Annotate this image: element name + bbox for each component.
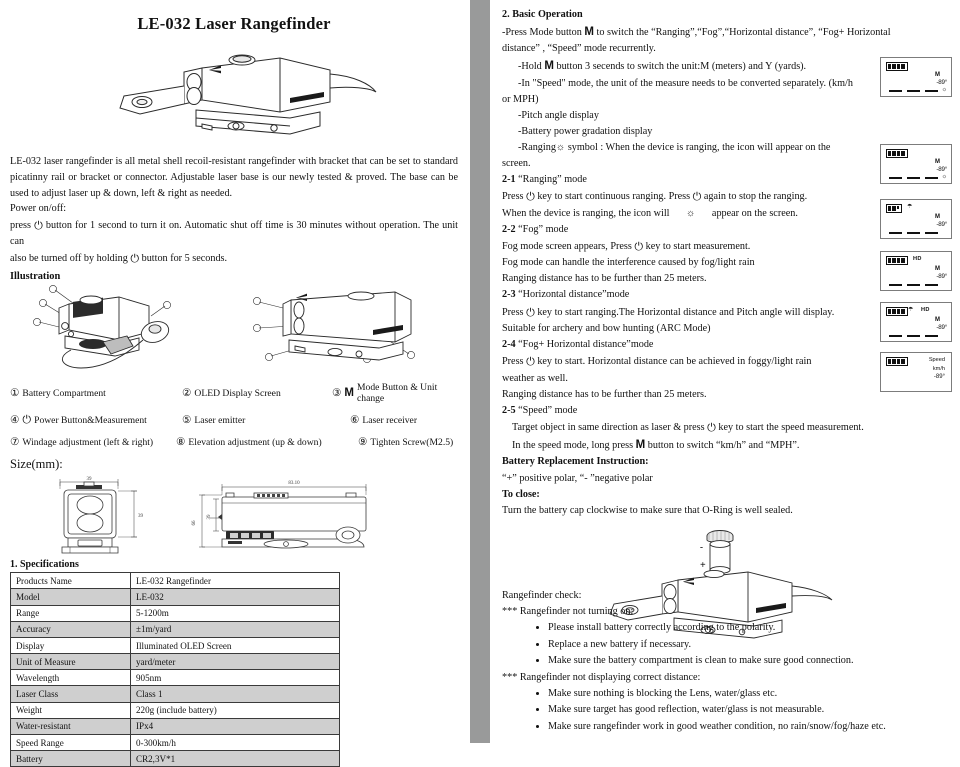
lcd-speed-unit: km/h <box>932 366 945 372</box>
part-number: ⑨ <box>358 437 368 449</box>
battery-indicator-icon <box>886 204 902 213</box>
mode-2-1-num: 2-1 <box>502 174 516 186</box>
mode-button-icon-3: M <box>544 60 554 73</box>
speed-unit-note-2: or MPH) <box>502 93 539 105</box>
mode-2-3-num: 2-3 <box>502 289 516 301</box>
m21-d: When the device is ranging, the icon will <box>502 207 670 219</box>
lcd-ranging-icon: ☼ <box>941 174 947 180</box>
hold-text-a: -Hold <box>518 61 542 73</box>
part-label: OLED Display Screen <box>194 387 281 399</box>
m23-b: key to start ranging.The Horizontal distance and Pitch angle will display. <box>537 306 835 318</box>
specifications-heading: 1. Specifications <box>10 559 79 571</box>
mode-2-5-title: “Speed” mode <box>518 404 578 416</box>
m21-c: again to stop the ranging. <box>703 191 808 203</box>
power-button-icon-9: ⏻ <box>707 420 716 434</box>
m22-d: Ranging distance has to be further than 25 meters. <box>502 273 707 285</box>
check-heading: Rangefinder check: <box>502 590 582 601</box>
m24-b: key to start. Horizontal distance can be achieved in foggy/light rain <box>537 356 812 368</box>
spec-value: 5-1200m <box>131 605 340 621</box>
intro-paragraph: LE-032 laser rangefinder is all metal shell recoil-resistant rangefinder with bracket that can be set to standard picatinny rail or bracket or connector. Adjustable laser base is our newly tested & proved. The base can be used to adjust laser up & down, left & right as needed. <box>10 156 458 199</box>
power-button-icon-8: ⏻ <box>526 355 535 369</box>
part-label: Battery Compartment <box>22 387 106 399</box>
lcd-angle-value: -89° <box>936 273 947 280</box>
table-row <box>11 702 340 718</box>
list-item: • Make sure nothing is blocking the Lens, water/glass etc. <box>548 686 949 703</box>
power-instruction-1 <box>10 217 458 250</box>
mode-button-icon-2: M <box>584 26 594 39</box>
spec-key: Weight <box>11 702 131 718</box>
power-text-b: button for 1 second to turn it on. Automatic shut off time is 30 minutes without operation. The unit can <box>10 220 459 248</box>
lcd-fog-hd-screen <box>880 302 952 342</box>
m22-b: key to start measurement. <box>645 240 751 252</box>
m25-a: Target object in same direction as laser & press <box>512 421 705 433</box>
lcd-distance-dashes <box>889 335 938 337</box>
dimension-front-height: 39 <box>138 514 143 520</box>
battery-indicator-icon <box>886 307 908 316</box>
table-row <box>11 637 340 653</box>
list-item: • Replace a new battery if necessary. <box>548 637 949 654</box>
battery-indicator-icon <box>886 357 908 366</box>
rangefinder-check-block <box>502 588 949 735</box>
power-button-icon-5: ⏻ <box>692 190 702 204</box>
mode-2-4-title: “Fog+ Horizontal distance”mode <box>518 339 654 351</box>
illustration-heading: Illustration <box>10 271 61 283</box>
lcd-angle-value: -89° <box>936 79 947 86</box>
page-title: LE-032 Laser Rangefinder <box>137 14 331 33</box>
mode-text-b: to switch the “Ranging”,“Fog”,“Horizontal distance”, “Fog+ Horizontal <box>596 27 891 39</box>
mode-text-a: -Press Mode button <box>502 27 582 39</box>
part-number: ⑤ <box>182 415 192 427</box>
fog-icon-2: ☂ <box>908 307 914 313</box>
lcd-ranging-screen-2 <box>880 144 952 184</box>
battery-indicator-icon <box>886 62 908 71</box>
battery-negative-label: - <box>699 541 703 552</box>
m24-d: Ranging distance has to be further than 25 meters. <box>502 388 707 400</box>
lcd-unit-label: M <box>935 317 940 323</box>
part-label: Tighten Screw(M2.5) <box>370 436 454 448</box>
lcd-distance-dashes <box>889 177 938 179</box>
lcd-unit-label: M <box>935 266 940 272</box>
sun-ranging-icon-2: ☼ <box>686 207 696 219</box>
parts-list <box>10 382 458 448</box>
list-item: • Make sure rangefinder work in good weather condition, no rain/snow/fog/haze etc. <box>548 719 949 736</box>
to-close-heading: To close: <box>502 488 540 500</box>
battery-gradation-note: -Battery power gradation display <box>518 125 653 137</box>
mode-button-instruction <box>502 23 949 41</box>
lcd-unit-label: M <box>935 214 940 220</box>
mode-2-2-num: 2-2 <box>502 223 516 235</box>
part-label: Elevation adjustment (up & down) <box>188 436 322 448</box>
lcd-ranging-icon: ☼ <box>941 87 947 93</box>
size-heading: Size(mm): <box>10 457 63 472</box>
spec-value: CR2,3V*1 <box>131 751 340 767</box>
lcd-angle-value: -89° <box>933 374 945 380</box>
spec-key: Products Name <box>11 573 131 589</box>
sun-ranging-icon: ☼ <box>555 141 566 153</box>
product-hero-illustration <box>10 38 458 150</box>
mode-2-5-line-1 <box>502 419 949 436</box>
parts-row <box>10 413 458 427</box>
ranging-sym-b: symbol : When the device is ranging, the icon will appear on the <box>567 141 831 153</box>
m24-c: weather as well. <box>502 372 568 384</box>
m21-e: appear on the screen. <box>711 207 798 219</box>
lcd-fog-screen <box>880 199 952 239</box>
spec-key: Speed Range <box>11 735 131 751</box>
parts-row <box>10 436 458 448</box>
battery-polarity-text: “+” positive polar, “- ”negative polar <box>502 472 653 484</box>
fog-icon: ☂ <box>907 204 913 210</box>
table-row <box>11 735 340 751</box>
part-number: ④ <box>10 415 20 427</box>
table-row <box>11 621 340 637</box>
dimension-side-body-height: 39 <box>207 514 212 520</box>
battery-indicator-icon <box>886 149 908 158</box>
lcd-distance-dashes <box>889 232 938 234</box>
power-text-a: press <box>10 220 31 232</box>
part-label: Windage adjustment (left & right) <box>22 436 154 448</box>
m24-a: Press <box>502 356 524 368</box>
part-number: ⑥ <box>350 415 360 427</box>
spec-value: 905nm <box>131 670 340 686</box>
hold-text-b: button 3 secends to switch the unit:M (meters) and Y (yards). <box>556 61 807 73</box>
exploded-view-figures <box>10 284 458 376</box>
lcd-hd-screen <box>880 251 952 291</box>
spec-key: Accuracy <box>11 621 131 637</box>
spec-key: Display <box>11 637 131 653</box>
power-button-icon-2: ⏻ <box>130 252 140 266</box>
issue-1-list <box>502 620 949 670</box>
part-label: Mode Button & Unit change <box>357 382 438 405</box>
list-item: • Make sure the battery compartment is clean to make sure good connection. <box>548 653 949 670</box>
spec-key: Model <box>11 589 131 605</box>
left-page <box>0 0 470 764</box>
mode-2-1-title: “Ranging” mode <box>518 174 587 186</box>
spec-key: Wavelength <box>11 670 131 686</box>
speed-unit-note: -In "Speed" mode, the unit of the measure needs to be converted separately. (km/h <box>518 77 853 89</box>
specifications-table <box>10 572 340 767</box>
power-button-icon-3: ⏻ <box>22 413 32 427</box>
m25-c: In the speed mode, long press <box>512 440 634 452</box>
part-label: Laser receiver <box>362 414 418 426</box>
spec-value: 0-300km/h <box>131 735 340 751</box>
mode-2-2-title: “Fog” mode <box>518 223 569 235</box>
power-heading: Power on/off: <box>10 203 67 215</box>
power-instruction-2 <box>10 250 458 267</box>
spec-key: Laser Class <box>11 686 131 702</box>
to-close-text: Turn the battery cap clockwise to make sure that O-Ring is well sealed. <box>502 504 793 516</box>
lcd-speed-label: Speed <box>928 357 945 363</box>
battery-replacement-heading: Battery Replacement Instruction: <box>502 456 649 468</box>
m21-b: key to start continuous ranging. Press <box>537 191 691 203</box>
power-button-icon: ⏻ <box>34 219 43 233</box>
ranging-sym-c: screen. <box>502 158 531 170</box>
dimension-front-width: 39 <box>86 477 92 483</box>
issue-2-list <box>502 686 949 736</box>
dimension-side-length: 83.10 <box>288 481 300 487</box>
lcd-angle-value: -89° <box>936 221 947 228</box>
lcd-ranging-screen <box>880 57 952 97</box>
part-label: Power Button&Measurement <box>34 414 147 426</box>
battery-indicator-icon <box>886 256 908 265</box>
power-text-d: button for 5 seconds. <box>141 253 228 265</box>
mode-2-5-line-2 <box>502 436 949 454</box>
spec-key: Range <box>11 605 131 621</box>
dimension-drawings <box>10 473 458 553</box>
spec-value: ±1m/yard <box>131 621 340 637</box>
pitch-angle-note: -Pitch angle display <box>518 109 599 121</box>
table-row <box>11 686 340 702</box>
basic-operation-heading: 2. Basic Operation <box>502 9 583 20</box>
spec-value: Illuminated OLED Screen <box>131 637 340 653</box>
part-label: Laser emitter <box>194 414 246 426</box>
table-row <box>11 670 340 686</box>
m25-b: key to start the speed measurement. <box>718 421 864 433</box>
mode-button-icon: M <box>344 387 355 400</box>
lcd-hd-label: HD <box>921 306 930 313</box>
battery-positive-label: + <box>699 559 706 571</box>
spec-key: Unit of Measure <box>11 654 131 670</box>
mode-2-5-heading <box>502 403 949 419</box>
lcd-unit-label: M <box>935 159 940 165</box>
lcd-angle-value: -89° <box>936 324 947 331</box>
spec-value: 220g (include battery) <box>131 702 340 718</box>
spec-key: Battery <box>11 751 131 767</box>
spec-value: LE-032 Rangefinder <box>131 573 340 589</box>
m25-d: button to switch “km/h” and “MPH”. <box>647 440 800 452</box>
part-number: ③ <box>332 388 342 400</box>
m22-c: Fog mode can handle the interference caused by fog/light rain <box>502 257 755 269</box>
table-row <box>11 654 340 670</box>
table-row <box>11 589 340 605</box>
mode-2-5-num: 2-5 <box>502 404 516 416</box>
part-number: ② <box>182 388 192 400</box>
m23-c: Suitable for archery and bow hunting (ARC Mode) <box>502 322 711 334</box>
part-number: ① <box>10 388 20 400</box>
dimension-side-total-height: 66 <box>192 520 197 526</box>
ranging-sym-a: -Ranging <box>518 141 556 153</box>
mode-2-4-num: 2-4 <box>502 339 516 351</box>
power-text-c: also be turned off by holding <box>10 253 128 265</box>
part-number: ⑦ <box>10 437 20 449</box>
mode-button-icon-4: M <box>635 439 646 452</box>
spec-value: Class 1 <box>131 686 340 702</box>
power-button-icon-4: ⏻ <box>526 190 535 204</box>
table-row <box>11 718 340 734</box>
power-button-icon-6: ⏻ <box>634 239 644 253</box>
list-item: • Make sure target has good reflection, water/glass is not measurable. <box>548 702 949 719</box>
table-row <box>11 573 340 589</box>
lcd-distance-dashes <box>889 90 938 92</box>
mode-2-3-title: “Horizontal distance”mode <box>518 289 630 301</box>
power-button-icon-7: ⏻ <box>526 305 535 319</box>
m23-a: Press <box>502 306 524 318</box>
issue-1-heading: *** Rangefinder not turning on: <box>502 606 634 618</box>
issue-2-heading: *** Rangefinder not displaying correct distance: <box>502 671 701 683</box>
spec-value: IPx4 <box>131 718 340 734</box>
lcd-hd-label: HD <box>913 255 922 262</box>
list-item: • Please install battery correctly according to the polarity. <box>548 620 949 637</box>
parts-row <box>10 382 458 404</box>
table-row <box>11 751 340 767</box>
m22-a: Fog mode screen appears, Press <box>502 240 632 252</box>
lcd-angle-value: -89° <box>936 166 947 173</box>
mode-text-c: distance” , “Speed” mode recurrently. <box>502 43 656 55</box>
table-row <box>11 605 340 621</box>
lcd-unit-label: M <box>935 72 940 78</box>
lcd-speed-screen <box>880 352 952 392</box>
m21-a: Press <box>502 191 524 203</box>
spec-value: LE-032 <box>131 589 340 605</box>
right-page <box>490 0 960 743</box>
page-gutter-divider <box>470 0 490 743</box>
spec-value: yard/meter <box>131 654 340 670</box>
part-number: ⑧ <box>176 437 186 449</box>
spec-key: Water-resistant <box>11 718 131 734</box>
lcd-distance-dashes <box>889 284 938 286</box>
